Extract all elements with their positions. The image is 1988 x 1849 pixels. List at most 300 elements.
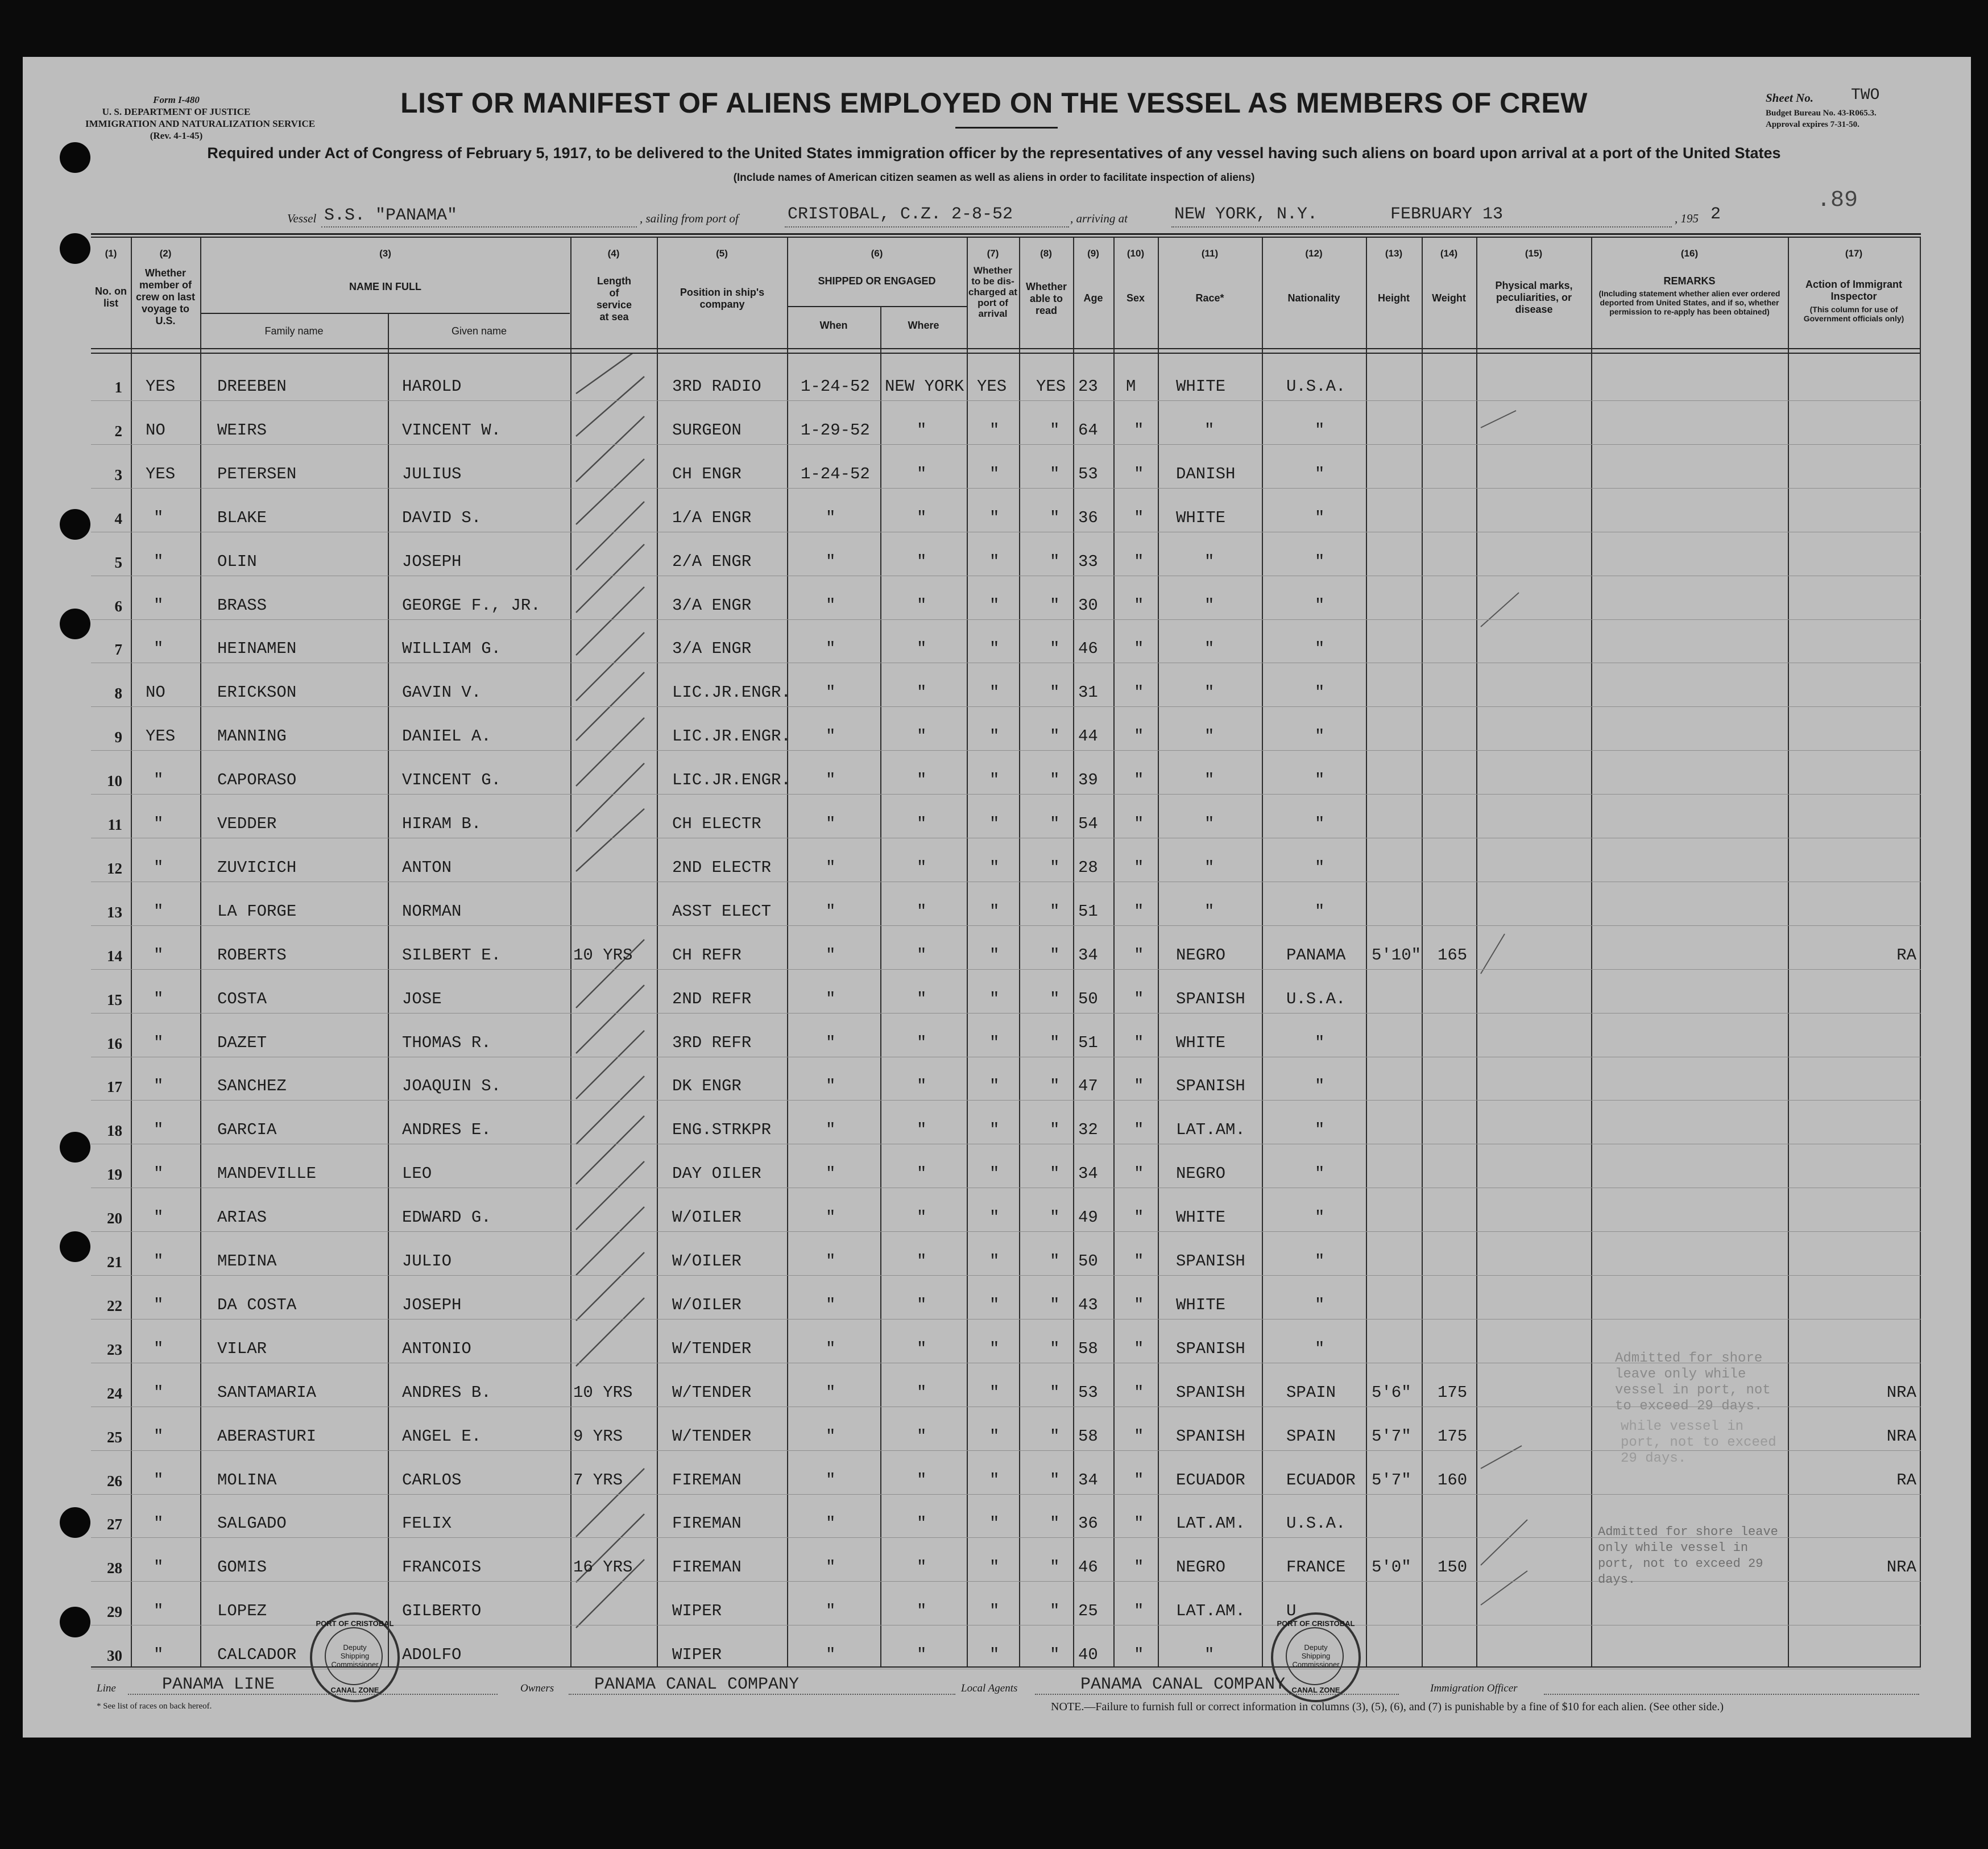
cell-family-name: LOPEZ xyxy=(217,1602,267,1620)
cell-age: 51 xyxy=(1078,902,1098,921)
row-number: 30 xyxy=(107,1647,122,1664)
cell-weight: 150 xyxy=(1438,1558,1468,1577)
cell-discharged: " xyxy=(989,946,1000,965)
cell-able-read: " xyxy=(1050,814,1060,833)
year-digit: 2 xyxy=(1710,205,1721,224)
service-name: IMMIGRATION AND NATURALIZATION SERVICE xyxy=(85,118,316,129)
cell-age: 58 xyxy=(1078,1339,1098,1358)
cell-family-name: ERICKSON xyxy=(217,683,297,702)
page-title: LIST OR MANIFEST OF ALIENS EMPLOYED ON THE VESSEL AS MEMBERS OF CREW xyxy=(400,87,1588,119)
cell-where: " xyxy=(917,596,927,615)
footer-officer-label: Immigration Officer xyxy=(1430,1682,1518,1694)
header-position: Position in ship's company xyxy=(680,287,765,310)
cell-position: WIPER xyxy=(672,1645,722,1664)
row-number: 12 xyxy=(107,860,122,877)
cell-when: " xyxy=(826,990,836,1008)
footer-note: NOTE.—Failure to furnish full or correct information in columns (3), (5), (6), and (7) is punishable by a fine of $10 for each alien. (See other side.) xyxy=(1051,1701,1724,1713)
cell-weight: 165 xyxy=(1438,946,1468,965)
row-number: 23 xyxy=(107,1341,122,1358)
cell-able-read: " xyxy=(1050,1033,1060,1052)
cell-sex: " xyxy=(1134,1296,1144,1314)
cell-age: 28 xyxy=(1078,858,1098,877)
cell-given-name: ANDRES B. xyxy=(402,1383,491,1402)
cell-sex: " xyxy=(1134,1164,1144,1183)
remark-row-28: Admitted for shore leave only while vessel in port, not to exceed 29 days. xyxy=(1598,1525,1778,1587)
arrival-date: FEBRUARY 13 xyxy=(1390,205,1504,224)
cell-age: 64 xyxy=(1078,421,1098,440)
cell-able-read: " xyxy=(1050,990,1060,1008)
col-number: (13) xyxy=(1385,248,1403,259)
cell-discharged: " xyxy=(989,1383,1000,1402)
row-number: 21 xyxy=(107,1254,122,1271)
header-age: Age xyxy=(1083,292,1103,304)
row-rule xyxy=(91,794,1921,795)
cell-able-read: " xyxy=(1050,683,1060,702)
cell-able-read: " xyxy=(1050,596,1060,615)
row-number: 13 xyxy=(107,904,122,921)
cell-able-read: " xyxy=(1050,1296,1060,1314)
sailing-label: , sailing from port of xyxy=(640,212,739,225)
cell-where: " xyxy=(917,1077,927,1095)
cell-given-name: FRANCOIS xyxy=(402,1558,482,1577)
col-number: (15) xyxy=(1525,248,1543,259)
cell-discharged: " xyxy=(989,1120,1000,1139)
remark-row-24: Admitted for shore leave only while vessel in port, not to exceed 29 days. xyxy=(1615,1351,1771,1414)
cell-position: FIREMAN xyxy=(672,1558,742,1577)
cell-length-service: 9 YRS xyxy=(573,1427,623,1446)
cell-age: 53 xyxy=(1078,465,1098,483)
cell-where: " xyxy=(917,858,927,877)
cell-discharged: " xyxy=(989,639,1000,658)
vessel-name: S.S. "PANAMA" xyxy=(324,206,458,225)
cell-action: NRA xyxy=(1886,1558,1916,1577)
arriving-at: NEW YORK, N.Y. xyxy=(1174,205,1318,224)
cell-age: 31 xyxy=(1078,683,1098,702)
cell-action: NRA xyxy=(1886,1383,1916,1402)
cell-nationality: " xyxy=(1315,1120,1325,1139)
row-number: 22 xyxy=(107,1297,122,1314)
cell-family-name: GOMIS xyxy=(217,1558,267,1577)
cell-family-name: ARIAS xyxy=(217,1208,267,1227)
cell-position: CH ELECTR xyxy=(672,814,761,833)
cell-member: " xyxy=(154,1558,164,1577)
pencil-strokes xyxy=(570,354,657,1666)
cell-height: 5'7" xyxy=(1372,1427,1411,1446)
cell-position: SURGEON xyxy=(672,421,742,440)
cell-position: W/OILER xyxy=(672,1296,742,1314)
cell-able-read: " xyxy=(1050,1164,1060,1183)
row-number: 28 xyxy=(107,1560,122,1577)
cell-where: " xyxy=(917,946,927,965)
cell-member: " xyxy=(154,1339,164,1358)
row-rule xyxy=(91,706,1921,707)
punch-hole xyxy=(60,1607,90,1637)
cell-discharged: " xyxy=(989,508,1000,527)
cell-sex: " xyxy=(1134,683,1144,702)
cell-when: " xyxy=(826,1427,836,1446)
cell-age: 25 xyxy=(1078,1602,1098,1620)
page-mark: .89 xyxy=(1817,188,1858,213)
cell-height: 5'10" xyxy=(1372,946,1422,965)
cell-nationality: " xyxy=(1315,596,1325,615)
sheet-number: TWO xyxy=(1851,86,1880,104)
cell-nationality: ECUADOR xyxy=(1286,1471,1356,1490)
cell-age: 54 xyxy=(1078,814,1098,833)
cell-given-name: NORMAN xyxy=(402,902,462,921)
cell-position: WIPER xyxy=(672,1602,722,1620)
cell-age: 39 xyxy=(1078,771,1098,789)
cell-discharged: " xyxy=(989,465,1000,483)
cell-where: " xyxy=(917,1120,927,1139)
cell-sex: " xyxy=(1134,1077,1144,1095)
header-nationality: Nationality xyxy=(1287,292,1340,304)
cell-when: " xyxy=(826,552,836,571)
header-discharged: Whether to be dis-charged at port of arrival xyxy=(968,265,1017,319)
cell-age: 47 xyxy=(1078,1077,1098,1095)
cell-when: " xyxy=(826,1558,836,1577)
footer-agents-label: Local Agents xyxy=(961,1682,1018,1694)
cell-given-name: JOSE xyxy=(402,990,442,1008)
cell-discharged: " xyxy=(989,727,1000,746)
cell-able-read: " xyxy=(1050,858,1060,877)
cell-where: " xyxy=(917,465,927,483)
cell-member: " xyxy=(154,552,164,571)
cell-sex: " xyxy=(1134,596,1144,615)
cell-member: " xyxy=(154,814,164,833)
cell-family-name: GARCIA xyxy=(217,1120,277,1139)
cell-member: " xyxy=(154,1120,164,1139)
footer-line-label: Line xyxy=(97,1682,116,1694)
port-stamp-left xyxy=(310,1612,400,1702)
cell-sex: " xyxy=(1134,1514,1144,1533)
cell-sex: " xyxy=(1134,727,1144,746)
cell-when: " xyxy=(826,1296,836,1314)
cell-given-name: VINCENT W. xyxy=(402,421,502,440)
cell-when: " xyxy=(826,727,836,746)
cell-given-name: THOMAS R. xyxy=(402,1033,491,1052)
cell-member: " xyxy=(154,1427,164,1446)
col-number: (10) xyxy=(1126,248,1145,259)
cell-member: " xyxy=(154,1252,164,1271)
cell-discharged: " xyxy=(989,596,1000,615)
cell-given-name: FELIX xyxy=(402,1514,452,1533)
cell-member: " xyxy=(154,902,164,921)
cell-race: WHITE xyxy=(1176,508,1226,527)
cell-where: " xyxy=(917,1514,927,1533)
row-number: 14 xyxy=(107,948,122,965)
cell-discharged: " xyxy=(989,771,1000,789)
cell-nationality: " xyxy=(1315,1077,1325,1095)
cell-position: W/TENDER xyxy=(672,1427,752,1446)
cell-when: " xyxy=(826,1033,836,1052)
cell-when: " xyxy=(826,683,836,702)
cell-able-read: " xyxy=(1050,1077,1060,1095)
cell-discharged: " xyxy=(989,1077,1000,1095)
cell-able-read: " xyxy=(1050,1383,1060,1402)
cell-nationality: " xyxy=(1315,1208,1325,1227)
col-number: (1) xyxy=(105,248,117,259)
cell-position: W/TENDER xyxy=(672,1383,752,1402)
row-number: 11 xyxy=(107,816,122,833)
cell-race: SPANISH xyxy=(1176,1252,1245,1271)
cell-position: ASST ELECT xyxy=(672,902,772,921)
cell-discharged: " xyxy=(989,1164,1000,1183)
cell-given-name: DAVID S. xyxy=(402,508,482,527)
cell-when: " xyxy=(826,1383,836,1402)
cell-nationality: " xyxy=(1315,1339,1325,1358)
cell-age: 34 xyxy=(1078,946,1098,965)
cell-given-name: ANGEL E. xyxy=(402,1427,482,1446)
header-shipped: SHIPPED OR ENGAGED xyxy=(818,275,936,287)
cell-weight: 160 xyxy=(1438,1471,1468,1490)
row-number: 19 xyxy=(107,1166,122,1183)
cell-sex: " xyxy=(1134,552,1144,571)
cell-race: " xyxy=(1204,902,1215,921)
cell-position: 3RD REFR xyxy=(672,1033,752,1052)
col-number: (16) xyxy=(1680,248,1699,259)
cell-nationality: " xyxy=(1315,1252,1325,1271)
cell-nationality: " xyxy=(1315,771,1325,789)
cell-family-name: ZUVICICH xyxy=(217,858,297,877)
cell-discharged: " xyxy=(989,858,1000,877)
cell-position: 2ND ELECTR xyxy=(672,858,772,877)
cell-discharged: " xyxy=(989,421,1000,440)
cell-when: " xyxy=(826,1339,836,1358)
cell-position: 3/A ENGR xyxy=(672,639,752,658)
cell-discharged: " xyxy=(989,902,1000,921)
cell-when: " xyxy=(826,771,836,789)
cell-where: " xyxy=(917,421,927,440)
row-number: 6 xyxy=(114,598,122,615)
cell-nationality: U.S.A. xyxy=(1286,990,1346,1008)
pencil-ticks xyxy=(1476,354,1591,1666)
cell-member: NO xyxy=(146,683,165,702)
cell-position: CH REFR xyxy=(672,946,742,965)
cell-when: " xyxy=(826,596,836,615)
cell-family-name: ABERASTURI xyxy=(217,1427,317,1446)
form-revision: (Rev. 4-1-45) xyxy=(150,130,203,141)
cell-given-name: GEORGE F., JR. xyxy=(402,596,541,615)
cell-able-read: " xyxy=(1050,1208,1060,1227)
row-number: 18 xyxy=(107,1122,122,1139)
cell-member: " xyxy=(154,990,164,1008)
header-able-read: Whether able to read xyxy=(1026,281,1067,316)
cell-sex: " xyxy=(1134,1558,1144,1577)
cell-race: " xyxy=(1204,596,1215,615)
cell-family-name: MEDINA xyxy=(217,1252,277,1271)
cell-sex: " xyxy=(1134,771,1144,789)
cell-able-read: " xyxy=(1050,946,1060,965)
cell-race: SPANISH xyxy=(1176,1383,1245,1402)
cell-given-name: JULIUS xyxy=(402,465,462,483)
cell-member: " xyxy=(154,1645,164,1664)
cell-family-name: COSTA xyxy=(217,990,267,1008)
cell-given-name: LEO xyxy=(402,1164,432,1183)
cell-where: " xyxy=(917,902,927,921)
cell-family-name: PETERSEN xyxy=(217,465,297,483)
col-number: (9) xyxy=(1087,248,1099,259)
header-no-on-list: No. on list xyxy=(95,286,127,309)
cell-discharged: YES xyxy=(977,377,1007,396)
cell-where: " xyxy=(917,1033,927,1052)
cell-where: " xyxy=(917,1208,927,1227)
cell-position: W/OILER xyxy=(672,1208,742,1227)
row-number: 29 xyxy=(107,1603,122,1620)
cell-position: 3/A ENGR xyxy=(672,596,752,615)
cell-member: " xyxy=(154,1514,164,1533)
cell-family-name: CALCADOR xyxy=(217,1645,297,1664)
cell-nationality: " xyxy=(1315,508,1325,527)
cell-given-name: JOSEPH xyxy=(402,1296,462,1314)
cell-sex: " xyxy=(1134,1033,1144,1052)
cell-member: YES xyxy=(146,465,176,483)
cell-member: YES xyxy=(146,377,176,396)
cell-able-read: " xyxy=(1050,1558,1060,1577)
cell-when: " xyxy=(826,508,836,527)
cell-nationality: " xyxy=(1315,465,1325,483)
cell-given-name: JOAQUIN S. xyxy=(402,1077,502,1095)
row-number: 8 xyxy=(114,685,122,702)
header-whether-member: Whether member of crew on last voyage to U.S. xyxy=(135,267,196,326)
row-number: 27 xyxy=(107,1516,122,1533)
cell-action: RA xyxy=(1896,946,1916,965)
cell-family-name: SANCHEZ xyxy=(217,1077,287,1095)
page-subtitle-note: (Include names of American citizen seamen as well as aliens in order to facilitate inspection of aliens) xyxy=(733,172,1255,184)
cell-sex: " xyxy=(1134,508,1144,527)
cell-position: 3RD RADIO xyxy=(672,377,761,396)
footer-line: PANAMA LINE xyxy=(162,1675,275,1694)
cell-nationality: SPAIN xyxy=(1286,1427,1336,1446)
cell-sex: " xyxy=(1134,946,1144,965)
cell-where: NEW YORK xyxy=(885,377,964,396)
page-subtitle: Required under Act of Congress of February 5, 1917, to be delivered to the United States immigration officer by the representatives of any vessel having such aliens on board upon arrival at a port of the United States xyxy=(207,144,1781,162)
cell-race: " xyxy=(1204,683,1215,702)
cell-able-read: " xyxy=(1050,1120,1060,1139)
col-number: (17) xyxy=(1845,248,1863,259)
cell-where: " xyxy=(917,1645,927,1664)
footer-races-note: * See list of races on back hereof. xyxy=(97,1702,212,1711)
cell-age: 36 xyxy=(1078,1514,1098,1533)
cell-member: " xyxy=(154,1208,164,1227)
cell-discharged: " xyxy=(989,990,1000,1008)
stamp-role-text: Deputy Shipping Commissioner xyxy=(1292,1643,1340,1669)
cell-action: NRA xyxy=(1886,1427,1916,1446)
cell-family-name: BRASS xyxy=(217,596,267,615)
cell-where: " xyxy=(917,1427,927,1446)
cell-when: " xyxy=(826,639,836,658)
cell-able-read: " xyxy=(1050,552,1060,571)
cell-position: 1/A ENGR xyxy=(672,508,752,527)
cell-when: " xyxy=(826,1471,836,1490)
cell-family-name: CAPORASO xyxy=(217,771,297,789)
cell-age: 49 xyxy=(1078,1208,1098,1227)
punch-hole xyxy=(60,609,90,639)
cell-race: " xyxy=(1204,858,1215,877)
cell-where: " xyxy=(917,1252,927,1271)
cell-length-service: 16 YRS xyxy=(573,1558,633,1577)
remark-row-25: while vessel in port, not to exceed 29 days. xyxy=(1621,1419,1776,1466)
cell-given-name: DANIEL A. xyxy=(402,727,491,746)
stamp-zone-text: CANAL ZONE xyxy=(330,1686,379,1694)
cell-discharged: " xyxy=(989,552,1000,571)
row-number: 2 xyxy=(114,423,122,440)
cell-family-name: MANDEVILLE xyxy=(217,1164,317,1183)
header-race: Race* xyxy=(1195,292,1224,304)
stamp-zone-text: CANAL ZONE xyxy=(1291,1686,1340,1694)
title-underline xyxy=(955,127,1058,129)
cell-where: " xyxy=(917,1164,927,1183)
cell-when: " xyxy=(826,1164,836,1183)
cell-able-read: " xyxy=(1050,1339,1060,1358)
cell-given-name: EDWARD G. xyxy=(402,1208,491,1227)
cell-discharged: " xyxy=(989,1514,1000,1533)
cell-where: " xyxy=(917,1471,927,1490)
cell-position: 2/A ENGR xyxy=(672,552,752,571)
cell-race: " xyxy=(1204,814,1215,833)
cell-when: 1-29-52 xyxy=(801,421,870,440)
punch-hole xyxy=(60,233,90,264)
cell-when: " xyxy=(826,1602,836,1620)
cell-member: " xyxy=(154,858,164,877)
cell-when: " xyxy=(826,1514,836,1533)
cell-family-name: HEINAMEN xyxy=(217,639,297,658)
cell-nationality: " xyxy=(1315,639,1325,658)
cell-where: " xyxy=(917,990,927,1008)
footer-agents: PANAMA CANAL COMPANY xyxy=(1080,1675,1286,1694)
cell-member: " xyxy=(154,771,164,789)
cell-able-read: " xyxy=(1050,1514,1060,1533)
cell-able-read: " xyxy=(1050,1471,1060,1490)
row-rule xyxy=(91,400,1921,401)
cell-given-name: CARLOS xyxy=(402,1471,462,1490)
row-rule xyxy=(91,925,1921,926)
cell-member: " xyxy=(154,1383,164,1402)
cell-discharged: " xyxy=(989,1296,1000,1314)
cell-nationality: " xyxy=(1315,1164,1325,1183)
row-number: 5 xyxy=(114,554,122,571)
header-remarks-note: (Including statement whether alien ever ordered deported from United States, and if so, whether permission to re-apply has been obtained) xyxy=(1598,289,1780,316)
cell-discharged: " xyxy=(989,1471,1000,1490)
cell-nationality: U xyxy=(1286,1602,1297,1620)
col-number: (12) xyxy=(1305,248,1323,259)
cell-when: " xyxy=(826,814,836,833)
cell-family-name: ROBERTS xyxy=(217,946,287,965)
cell-nationality: " xyxy=(1315,552,1325,571)
stamp-role-text: Deputy Shipping Commissioner xyxy=(331,1643,379,1669)
cell-sex: M xyxy=(1126,377,1136,396)
row-number: 24 xyxy=(107,1385,122,1402)
cell-race: WHITE xyxy=(1176,1033,1226,1052)
header-given-name: Given name xyxy=(451,325,507,337)
cell-family-name: LA FORGE xyxy=(217,902,297,921)
row-rule xyxy=(91,444,1921,445)
cell-race: NEGRO xyxy=(1176,1558,1226,1577)
cell-sex: " xyxy=(1134,1383,1144,1402)
row-number: 20 xyxy=(107,1210,122,1227)
cell-given-name: GILBERTO xyxy=(402,1602,482,1620)
sailing-from: CRISTOBAL, C.Z. 2-8-52 xyxy=(788,205,1013,224)
cell-age: 53 xyxy=(1078,1383,1098,1402)
header-sex: Sex xyxy=(1126,292,1145,304)
cell-able-read: " xyxy=(1050,1602,1060,1620)
sheet-number-label: Sheet No. xyxy=(1766,91,1813,105)
punch-hole xyxy=(60,1507,90,1538)
cell-family-name: DAZET xyxy=(217,1033,267,1052)
row-rule xyxy=(91,619,1921,620)
cell-nationality: PANAMA xyxy=(1286,946,1346,965)
cell-discharged: " xyxy=(989,814,1000,833)
cell-able-read: " xyxy=(1050,508,1060,527)
